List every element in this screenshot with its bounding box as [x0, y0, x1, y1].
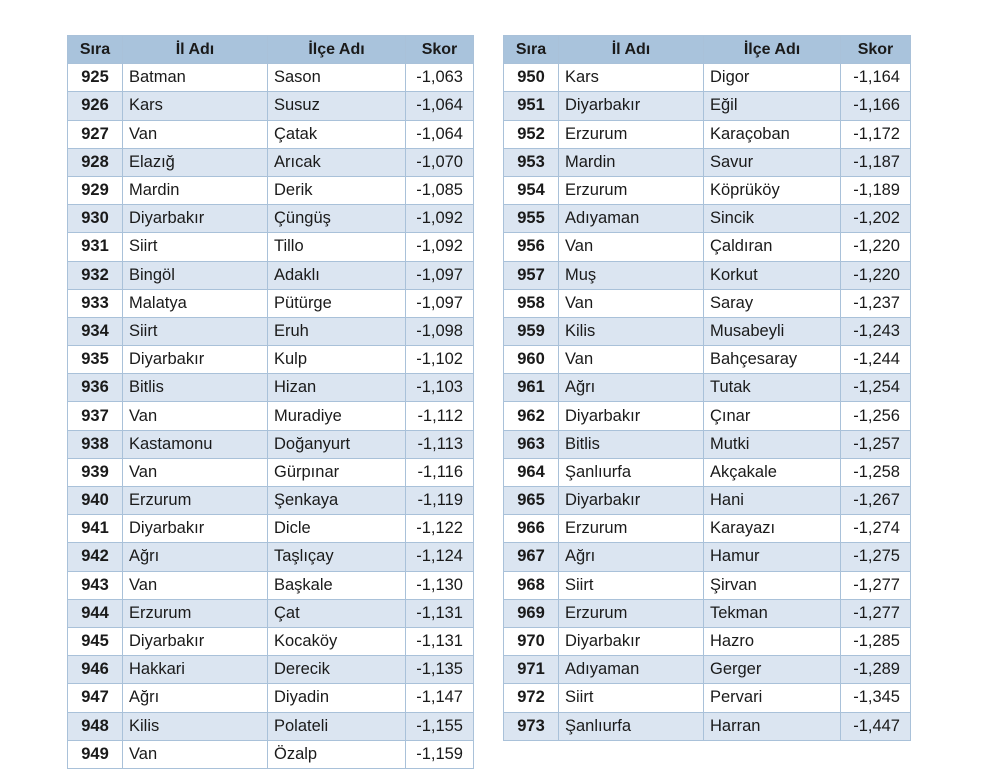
table-row: [68, 205, 474, 233]
district-cell: Taşlıçay: [268, 543, 406, 571]
rank-cell: 941: [68, 515, 123, 543]
district-cell: Çaldıran: [704, 233, 841, 261]
rank-cell: 943: [68, 571, 123, 599]
table-row: [504, 571, 911, 599]
table-row: [68, 317, 474, 345]
rank-cell: 947: [68, 684, 123, 712]
table-row: [504, 656, 911, 684]
rank-cell: 953: [504, 148, 559, 176]
rank-cell: 952: [504, 120, 559, 148]
score-cell: -1,187: [841, 148, 911, 176]
rank-cell: 972: [504, 684, 559, 712]
province-cell: Kilis: [559, 317, 704, 345]
score-cell: -1,189: [841, 176, 911, 204]
province-cell: Diyarbakır: [559, 402, 704, 430]
score-cell: -1,124: [406, 543, 474, 571]
rank-cell: 946: [68, 656, 123, 684]
table-row: [68, 430, 474, 458]
rank-cell: 945: [68, 627, 123, 655]
table-row: [504, 120, 911, 148]
district-cell: Adaklı: [268, 261, 406, 289]
district-cell: Çatak: [268, 120, 406, 148]
score-cell: -1,135: [406, 656, 474, 684]
header-rank: Sıra: [68, 36, 123, 64]
rank-cell: 968: [504, 571, 559, 599]
district-cell: Harran: [704, 712, 841, 740]
table-row: [504, 92, 911, 120]
district-cell: Pervari: [704, 684, 841, 712]
table-row: [504, 176, 911, 204]
province-cell: Hakkari: [123, 656, 268, 684]
rank-cell: 965: [504, 487, 559, 515]
table-row: [504, 374, 911, 402]
province-cell: Ağrı: [123, 684, 268, 712]
province-cell: Ağrı: [559, 374, 704, 402]
table-row: [68, 543, 474, 571]
table-row: [68, 740, 474, 768]
district-cell: Gerger: [704, 656, 841, 684]
province-cell: Diyarbakır: [123, 346, 268, 374]
score-cell: -1,103: [406, 374, 474, 402]
province-cell: Diyarbakır: [123, 515, 268, 543]
table-row: [504, 64, 911, 92]
score-cell: -1,166: [841, 92, 911, 120]
district-cell: Hizan: [268, 374, 406, 402]
district-cell: Diyadin: [268, 684, 406, 712]
rank-cell: 940: [68, 487, 123, 515]
table-row: [68, 712, 474, 740]
rank-cell: 971: [504, 656, 559, 684]
district-cell: Eğil: [704, 92, 841, 120]
rank-cell: 969: [504, 599, 559, 627]
rank-cell: 959: [504, 317, 559, 345]
table-row: [504, 458, 911, 486]
score-cell: -1,092: [406, 233, 474, 261]
score-cell: -1,237: [841, 289, 911, 317]
district-cell: Şenkaya: [268, 487, 406, 515]
score-cell: -1,275: [841, 543, 911, 571]
table-row: [68, 487, 474, 515]
rank-cell: 958: [504, 289, 559, 317]
province-cell: Van: [123, 571, 268, 599]
rank-cell: 942: [68, 543, 123, 571]
table-row: [504, 599, 911, 627]
table-row: [68, 64, 474, 92]
rank-cell: 935: [68, 346, 123, 374]
score-cell: -1,285: [841, 627, 911, 655]
header-province: İl Adı: [123, 36, 268, 64]
rank-cell: 931: [68, 233, 123, 261]
rank-cell: 939: [68, 458, 123, 486]
province-cell: Erzurum: [559, 120, 704, 148]
province-cell: Adıyaman: [559, 656, 704, 684]
province-cell: Erzurum: [559, 599, 704, 627]
table-row: [68, 92, 474, 120]
score-cell: -1,257: [841, 430, 911, 458]
district-cell: Çüngüş: [268, 205, 406, 233]
score-cell: -1,202: [841, 205, 911, 233]
score-cell: -1,131: [406, 599, 474, 627]
score-cell: -1,122: [406, 515, 474, 543]
province-cell: Van: [559, 233, 704, 261]
district-cell: Muradiye: [268, 402, 406, 430]
district-cell: Tillo: [268, 233, 406, 261]
header-score: Skor: [406, 36, 474, 64]
table-row: [504, 543, 911, 571]
province-cell: Erzurum: [123, 599, 268, 627]
ranking-table-left: [67, 35, 474, 769]
district-cell: Arıcak: [268, 148, 406, 176]
table-row: [504, 261, 911, 289]
score-cell: -1,097: [406, 289, 474, 317]
header-district: İlçe Adı: [268, 36, 406, 64]
rank-cell: 960: [504, 346, 559, 374]
district-cell: Tekman: [704, 599, 841, 627]
score-cell: -1,102: [406, 346, 474, 374]
table-row: [504, 627, 911, 655]
rank-cell: 963: [504, 430, 559, 458]
score-cell: -1,119: [406, 487, 474, 515]
rank-cell: 930: [68, 205, 123, 233]
score-cell: -1,254: [841, 374, 911, 402]
province-cell: Ağrı: [123, 543, 268, 571]
district-cell: Akçakale: [704, 458, 841, 486]
score-cell: -1,085: [406, 176, 474, 204]
province-cell: Batman: [123, 64, 268, 92]
district-cell: Mutki: [704, 430, 841, 458]
rank-cell: 928: [68, 148, 123, 176]
score-cell: -1,131: [406, 627, 474, 655]
table-row: [504, 402, 911, 430]
province-cell: Kilis: [123, 712, 268, 740]
province-cell: Van: [123, 740, 268, 768]
score-cell: -1,277: [841, 599, 911, 627]
score-cell: -1,289: [841, 656, 911, 684]
district-cell: Bahçesaray: [704, 346, 841, 374]
score-cell: -1,064: [406, 120, 474, 148]
table-row: [504, 205, 911, 233]
province-cell: Diyarbakır: [123, 627, 268, 655]
province-cell: Siirt: [123, 233, 268, 261]
district-cell: Sincik: [704, 205, 841, 233]
rank-cell: 949: [68, 740, 123, 768]
rank-cell: 937: [68, 402, 123, 430]
province-cell: Ağrı: [559, 543, 704, 571]
score-cell: -1,274: [841, 515, 911, 543]
score-cell: -1,070: [406, 148, 474, 176]
table-header-row: [68, 36, 474, 64]
header-rank: Sıra: [504, 36, 559, 64]
score-cell: -1,164: [841, 64, 911, 92]
score-cell: -1,063: [406, 64, 474, 92]
district-cell: Karaçoban: [704, 120, 841, 148]
district-cell: Özalp: [268, 740, 406, 768]
score-cell: -1,147: [406, 684, 474, 712]
table-row: [504, 346, 911, 374]
district-cell: Hamur: [704, 543, 841, 571]
table-row: [504, 289, 911, 317]
province-cell: Siirt: [123, 317, 268, 345]
province-cell: Van: [559, 289, 704, 317]
table-row: [68, 515, 474, 543]
rank-cell: 950: [504, 64, 559, 92]
rank-cell: 961: [504, 374, 559, 402]
district-cell: Sason: [268, 64, 406, 92]
table-row: [68, 374, 474, 402]
district-cell: Musabeyli: [704, 317, 841, 345]
table-row: [68, 120, 474, 148]
score-cell: -1,447: [841, 712, 911, 740]
district-cell: Başkale: [268, 571, 406, 599]
district-cell: Susuz: [268, 92, 406, 120]
table-row: [68, 148, 474, 176]
rank-cell: 967: [504, 543, 559, 571]
district-cell: Savur: [704, 148, 841, 176]
rank-cell: 933: [68, 289, 123, 317]
province-cell: Erzurum: [559, 515, 704, 543]
table-row: [504, 317, 911, 345]
score-cell: -1,112: [406, 402, 474, 430]
table-row: [68, 289, 474, 317]
table-row: [68, 402, 474, 430]
province-cell: Van: [123, 458, 268, 486]
score-cell: -1,345: [841, 684, 911, 712]
district-cell: Digor: [704, 64, 841, 92]
province-cell: Diyarbakır: [559, 487, 704, 515]
table-row: [68, 599, 474, 627]
district-cell: Karayazı: [704, 515, 841, 543]
province-cell: Mardin: [559, 148, 704, 176]
rank-cell: 934: [68, 317, 123, 345]
province-cell: Malatya: [123, 289, 268, 317]
table-row: [68, 627, 474, 655]
province-cell: Kars: [123, 92, 268, 120]
province-cell: Van: [123, 402, 268, 430]
district-cell: Çınar: [704, 402, 841, 430]
table-row: [504, 712, 911, 740]
score-cell: -1,277: [841, 571, 911, 599]
table-row: [68, 233, 474, 261]
header-district: İlçe Adı: [704, 36, 841, 64]
score-cell: -1,243: [841, 317, 911, 345]
province-cell: Mardin: [123, 176, 268, 204]
table-row: [68, 176, 474, 204]
rank-cell: 925: [68, 64, 123, 92]
province-cell: Bingöl: [123, 261, 268, 289]
province-cell: Diyarbakır: [559, 627, 704, 655]
score-cell: -1,267: [841, 487, 911, 515]
score-cell: -1,098: [406, 317, 474, 345]
district-cell: Korkut: [704, 261, 841, 289]
province-cell: Siirt: [559, 684, 704, 712]
district-cell: Tutak: [704, 374, 841, 402]
province-cell: Bitlis: [559, 430, 704, 458]
province-cell: Şanlıurfa: [559, 712, 704, 740]
table-row: [504, 148, 911, 176]
district-cell: Eruh: [268, 317, 406, 345]
table-row: [68, 656, 474, 684]
rank-cell: 951: [504, 92, 559, 120]
score-cell: -1,155: [406, 712, 474, 740]
province-cell: Diyarbakır: [123, 205, 268, 233]
province-cell: Van: [123, 120, 268, 148]
district-cell: Dicle: [268, 515, 406, 543]
district-cell: Kulp: [268, 346, 406, 374]
district-cell: Derik: [268, 176, 406, 204]
district-cell: Hazro: [704, 627, 841, 655]
district-cell: Pütürge: [268, 289, 406, 317]
rank-cell: 966: [504, 515, 559, 543]
province-cell: Muş: [559, 261, 704, 289]
district-cell: Kocaköy: [268, 627, 406, 655]
rank-cell: 926: [68, 92, 123, 120]
score-cell: -1,097: [406, 261, 474, 289]
score-cell: -1,244: [841, 346, 911, 374]
score-cell: -1,116: [406, 458, 474, 486]
rank-cell: 973: [504, 712, 559, 740]
province-cell: Kars: [559, 64, 704, 92]
district-cell: Gürpınar: [268, 458, 406, 486]
district-cell: Hani: [704, 487, 841, 515]
province-cell: Diyarbakır: [559, 92, 704, 120]
score-cell: -1,220: [841, 261, 911, 289]
table-row: [68, 346, 474, 374]
score-cell: -1,159: [406, 740, 474, 768]
score-cell: -1,130: [406, 571, 474, 599]
district-cell: Çat: [268, 599, 406, 627]
table-row: [504, 430, 911, 458]
table-row: [68, 571, 474, 599]
rank-cell: 954: [504, 176, 559, 204]
table-row: [68, 684, 474, 712]
rank-cell: 964: [504, 458, 559, 486]
rank-cell: 957: [504, 261, 559, 289]
score-cell: -1,220: [841, 233, 911, 261]
rank-cell: 962: [504, 402, 559, 430]
province-cell: Elazığ: [123, 148, 268, 176]
district-cell: Saray: [704, 289, 841, 317]
score-cell: -1,258: [841, 458, 911, 486]
province-cell: Van: [559, 346, 704, 374]
district-cell: Köprüköy: [704, 176, 841, 204]
header-score: Skor: [841, 36, 911, 64]
rank-cell: 936: [68, 374, 123, 402]
district-cell: Derecik: [268, 656, 406, 684]
score-cell: -1,172: [841, 120, 911, 148]
province-cell: Erzurum: [559, 176, 704, 204]
table-row: [504, 487, 911, 515]
district-cell: Polateli: [268, 712, 406, 740]
score-cell: -1,092: [406, 205, 474, 233]
rank-cell: 929: [68, 176, 123, 204]
score-cell: -1,256: [841, 402, 911, 430]
rank-cell: 955: [504, 205, 559, 233]
rank-cell: 938: [68, 430, 123, 458]
province-cell: Bitlis: [123, 374, 268, 402]
rank-cell: 932: [68, 261, 123, 289]
table-row: [504, 684, 911, 712]
province-cell: Kastamonu: [123, 430, 268, 458]
score-cell: -1,064: [406, 92, 474, 120]
header-province: İl Adı: [559, 36, 704, 64]
district-cell: Şirvan: [704, 571, 841, 599]
rank-cell: 956: [504, 233, 559, 261]
district-cell: Doğanyurt: [268, 430, 406, 458]
rank-cell: 927: [68, 120, 123, 148]
province-cell: Şanlıurfa: [559, 458, 704, 486]
rank-cell: 948: [68, 712, 123, 740]
province-cell: Adıyaman: [559, 205, 704, 233]
table-row: [68, 261, 474, 289]
table-header-row: [504, 36, 911, 64]
table-row: [68, 458, 474, 486]
rank-cell: 944: [68, 599, 123, 627]
province-cell: Siirt: [559, 571, 704, 599]
province-cell: Erzurum: [123, 487, 268, 515]
score-cell: -1,113: [406, 430, 474, 458]
rank-cell: 970: [504, 627, 559, 655]
table-row: [504, 515, 911, 543]
ranking-table-right: [503, 35, 911, 741]
table-row: [504, 233, 911, 261]
